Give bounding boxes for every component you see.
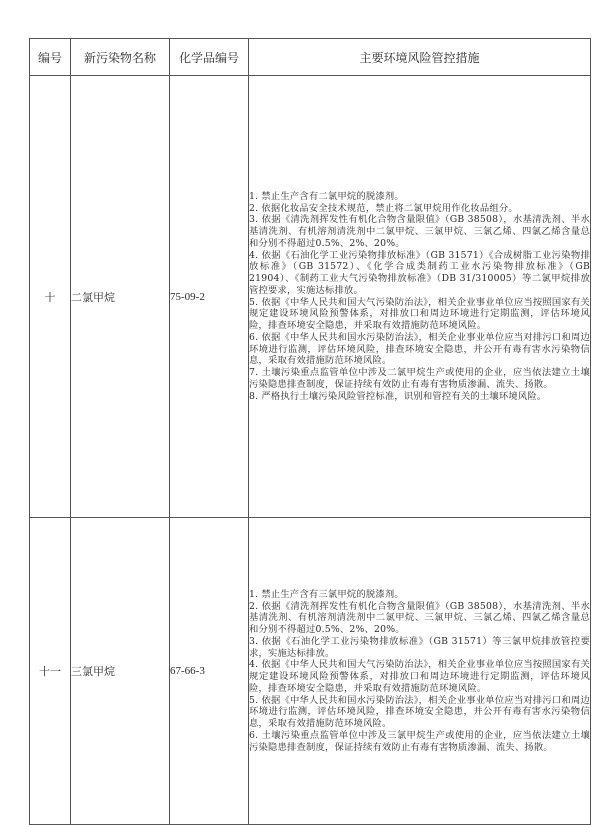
- table-row: [30, 518, 591, 825]
- pollutant-control-table: [29, 38, 591, 825]
- cas-number: 67-66-3: [170, 518, 249, 825]
- measure-item: 2. 依据化妆品安全技术规范，禁止将二氯甲烷用作化妆品组分。: [249, 202, 518, 214]
- measure-item: 7. 土壤污染重点监管单位中涉及二氯甲烷生产或使用的企业，应当依法建立土壤污染隐患排查制度，保证持续有效防止有毒有害物质渗漏、流失、扬散。: [249, 367, 590, 390]
- pollutant-name: 三氯甲烷: [71, 518, 170, 825]
- measure-item: 5. 依据《中华人民共和国大气污染防治法》，相关企业事业单位应当按照国家有关规定建设环境风险预警体系，对排放口和周边环境进行定期监测，评估环境风险，排查环境安全隐患，并采取有效措施防范环境风险。: [249, 296, 590, 331]
- table-header-row: [30, 39, 591, 76]
- measure-item: 6. 依据《中华人民共和国水污染防治法》，相关企业事业单位应当对排污口和周边环境进行监测，评估环境风险，排查环境安全隐患，并公开有毒有害水污染物信息，采取有效措施防范环境风险。: [249, 331, 590, 367]
- row-number: 十: [30, 76, 71, 518]
- measure-item: 6. 土壤污染重点监管单位中涉及三氯甲烷生产或使用的企业，应当依法建立土壤污染隐患排查制度，保证持续有效防止有毒有害物质渗漏、流失、扬散。: [249, 729, 590, 753]
- measure-item: 3. 依据《清洗剂挥发性有机化合物含量限值》（GB 38508），水基清洗剂、半水基清洗剂、有机溶剂清洗剂中二氯甲烷、三氯甲烷、三氯乙烯、四氯乙烯含量总和分别不得超过0.5%、2%、20%。: [249, 214, 590, 249]
- header-number: 编号: [30, 39, 71, 76]
- row-number: 十一: [30, 518, 71, 825]
- header-control-measures: 主要环境风险管控措施: [249, 39, 591, 76]
- measure-item: 1. 禁止生产含有二氯甲烷的脱漆剂。: [249, 190, 404, 202]
- measure-item: 1. 禁止生产含有三氯甲烷的脱漆剂。: [249, 588, 404, 600]
- measure-item: 8. 严格执行土壤污染风险管控标准，识别和管控有关的土壤环境风险。: [249, 390, 547, 402]
- measures-list: [249, 589, 590, 754]
- pollutant-name: 二氯甲烷: [71, 76, 170, 518]
- measure-item: 2. 依据《清洗剂挥发性有机化合物含量限值》（GB 38508），水基清洗剂、半水基清洗剂、有机溶剂清洗剂中二氯甲烷、三氯甲烷、三氯乙烯、四氯乙烯含量总和分别不得超过0.5%、2%、20%。: [249, 600, 590, 635]
- header-pollutant-name: 新污染物名称: [71, 39, 170, 76]
- measure-item: 5. 依据《中华人民共和国水污染防治法》，相关企业事业单位应当对排污口和周边环境进行监测，评估环境风险，排查环境安全隐患，并公开有毒有害水污染物信息，采取有效措施防范环境风险。: [249, 694, 590, 729]
- measures-list: [249, 191, 590, 403]
- control-measures-cell: [249, 76, 591, 518]
- cas-number: 75-09-2: [170, 76, 249, 518]
- measure-item: 3. 依据《石油化学工业污染物排放标准》（GB 31571）等三氯甲烷排放管控要求，实施达标排放。: [249, 635, 590, 659]
- table-row: [30, 76, 591, 518]
- measure-item: 4. 依据《石油化学工业污染物排放标准》（GB 31571）《合成树脂工业污染物排放标准》（GB 31572）、《化学合成类制药工业水污染物排放标准》（GB 21904）、《制药工业大气污染物排放标准》（DB 31/310005）等二氯甲烷排放管控要求，实施达标排放。: [249, 249, 590, 296]
- measure-item: 4. 依据《中华人民共和国大气污染防治法》，相关企业事业单位应当按照国家有关规定建设环境风险预警体系，对排放口和周边环境进行定期监测，评估环境风险，排查环境安全隐患，并采取有效措施防范环境风险。: [249, 659, 590, 694]
- control-measures-cell: [249, 518, 591, 825]
- header-chemical-number: 化学品编号: [170, 39, 249, 76]
